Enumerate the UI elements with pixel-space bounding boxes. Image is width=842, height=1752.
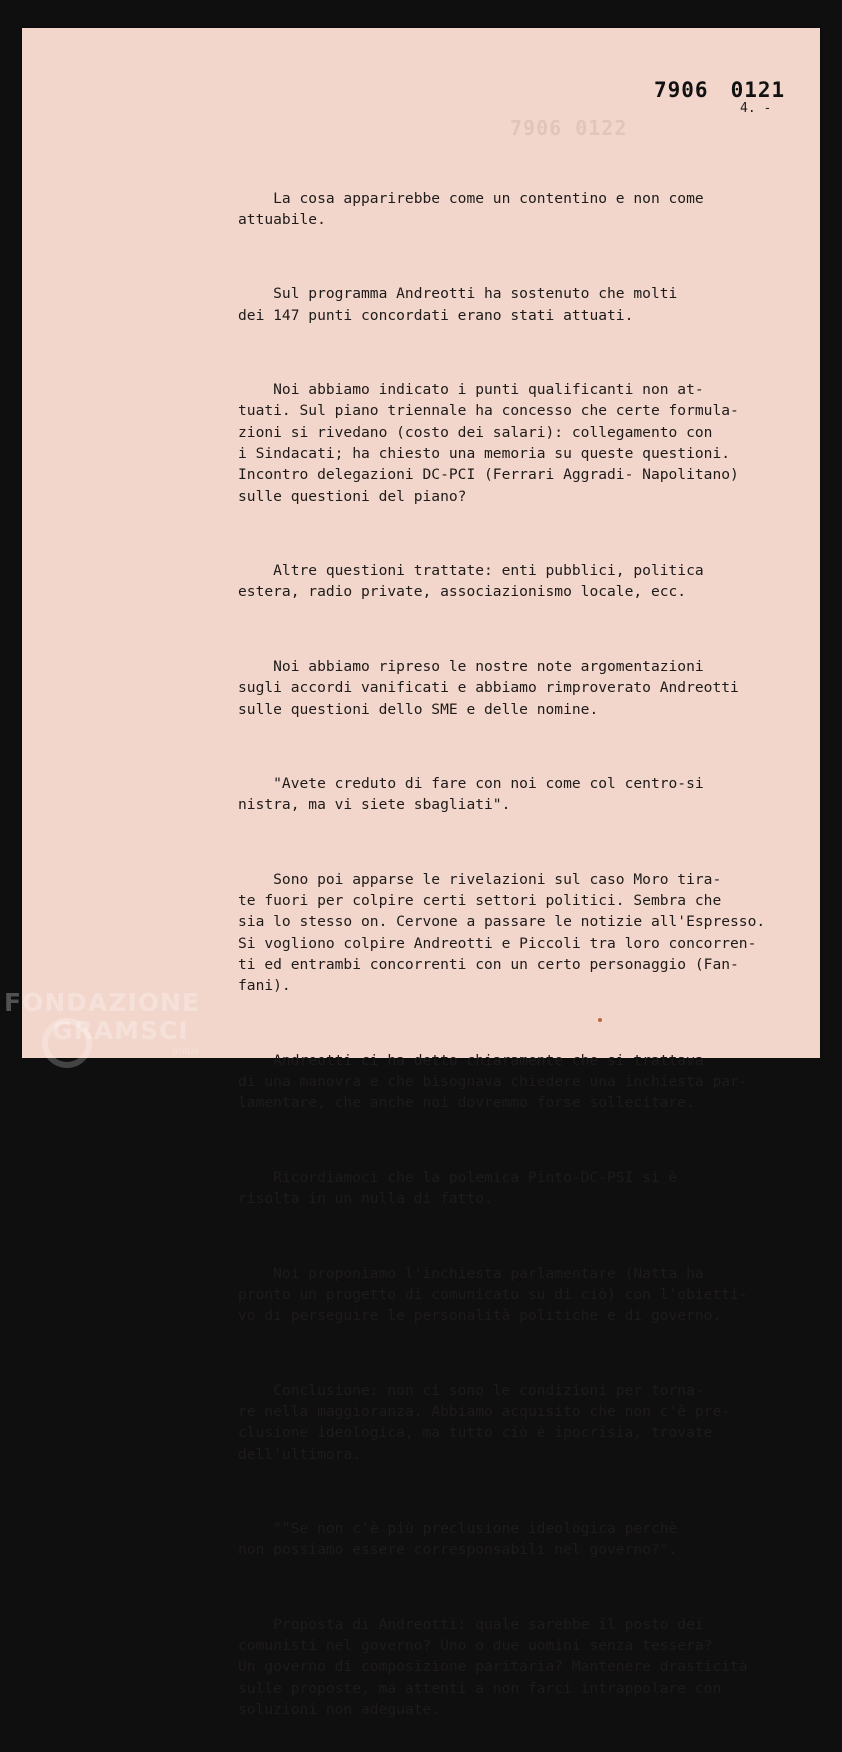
paragraph: Sul programma Andreotti ha sostenuto che molti dei 147 punti concordati erano stati attuati. — [238, 285, 678, 324]
paragraph: La cosa apparirebbe come un contentino e non come attuabile. — [238, 189, 704, 228]
watermark-line1: FONDAZIONE — [4, 988, 201, 1017]
paragraph: Ricordiamoci che la polemica Pinto-DC-PSI si è risolta in un nulla di fatto. — [238, 1168, 678, 1208]
paragraph: ""Se non c'è più preclusione ideologica perchè non possiamo essere corresponsabili nel governo?". — [238, 1520, 678, 1559]
paragraph: Andreotti ci ha detto chiaramente che si trattava di una manovra e che bisognava chiedere una inchiesta par- lamentare, che anche noi dovremmo forse sollecitare. — [238, 1051, 748, 1112]
watermark-line3: onlus — [172, 1046, 199, 1057]
document-number — [654, 78, 785, 102]
paragraph: "Avete creduto di fare con noi come col centro-si nistra, ma vi siete sbagliati". — [238, 774, 704, 814]
paragraph: Proposta di Andreotti: quale sarebbe il posto dei comunisti nel governo? Uno o due uomini senza tessera? Un governo di composizione paritaria? Mantenere drasticità sulle proposte, ma attenti a non farci intrappolare con soluzioni non adeguate. — [238, 1615, 748, 1719]
paragraph: Altre questioni trattate: enti pubblici, politica estera, radio private, associazionismo locale, ecc. — [238, 562, 704, 601]
watermark-line2: GRAMSCI — [52, 1016, 189, 1045]
paragraph: Noi proponiamo l'inchiesta parlamentare (Natta ha pronto un progetto di comunicato su di ciò) con l'obietti- vo di perseguire le personalità politiche e di governo. — [238, 1264, 748, 1325]
doc-number-b: 0121 — [730, 78, 786, 102]
ghost-doc-number: 7906 0122 — [510, 116, 628, 140]
paragraph: Noi abbiamo ripreso le nostre note argomentazioni sugli accordi vanificati e abbiamo rimproverato Andreotti sulle questioni dello SME e delle nomine. — [238, 657, 739, 718]
body-text — [238, 145, 818, 1752]
paragraph: Sono poi apparse le rivelazioni sul caso Moro tira- te fuori per colpire certi settori politici. Sembra che sia lo stesso on. Cervone a passare le notizie all'Espresso. Si vogliono colpire Andreotti e Piccoli tra loro concorren- ti ed entrambi concorrenti con un certo personaggio (Fan- fani). — [238, 870, 766, 995]
paragraph: Noi abbiamo indicato i punti qualificanti non at- tuati. Sul piano triennale ha concesso che certe formula- zioni si rivedano (costo dei salari): collegamento con i Sindacati; ha chiesto una memoria su queste questioni. Incontro delegazioni DC-PCI (Ferrari Aggradi- Napolitano) sulle questioni del piano? — [238, 381, 739, 505]
page-number: 4. - — [740, 101, 772, 116]
doc-number-a: 7906 — [654, 78, 709, 102]
ink-dot — [598, 1018, 602, 1022]
paragraph: Conclusione: non ci sono le condizioni per torna- re nella maggioranza. Abbiamo acquisito che non c'è pre- clusione ideologica, ma tutto ciò è ipocrisia, trovate dell'ultimora. — [238, 1381, 731, 1463]
